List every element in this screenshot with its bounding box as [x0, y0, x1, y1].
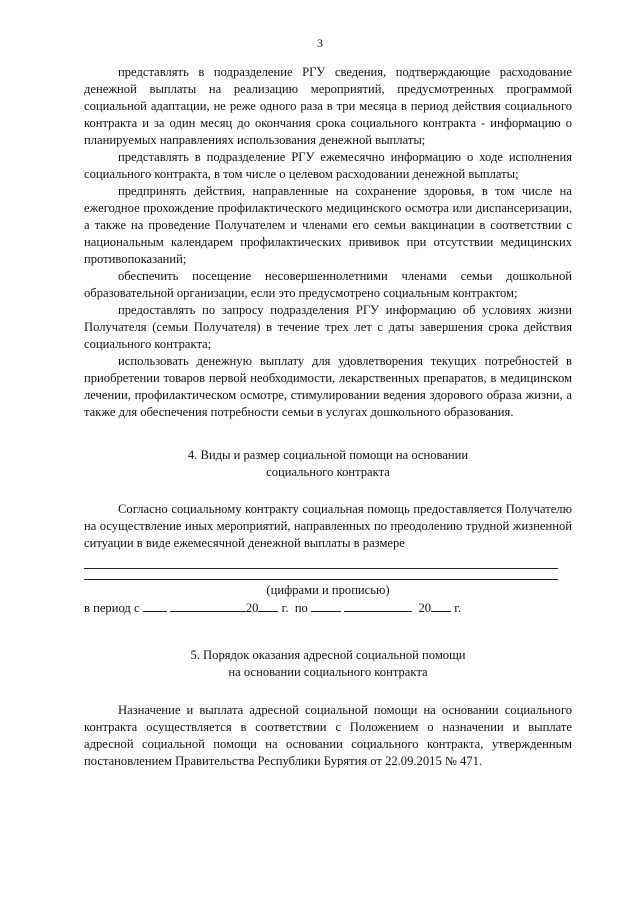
- obligation-paragraph: обеспечить посещение несовершеннолетними членами семьи дошкольной образовательной организации, если это предусмотрено социальным контрактом;: [84, 269, 572, 300]
- obligations-list: [84, 64, 572, 421]
- start-year-suffix: г.: [281, 601, 289, 615]
- start-year-prefix: 20: [245, 601, 259, 615]
- obligation-paragraph: предпринять действия, направленные на сохранение здоровья, в том числе на ежегодное прохождение профилактического медицинского осмотра или диспансеризации, а также на проведение Получателем и членами его семьи вакцинации в соответствии с национальным календарем профилактических прививок при отсутствии медицинских противопоказаний;: [84, 184, 572, 266]
- period-line: [84, 600, 572, 617]
- page-number: 3: [317, 36, 323, 50]
- period-prefix: в период с: [84, 601, 140, 615]
- obligation-paragraph: использовать денежную выплату для удовлетворения текущих потребностей в приобретении товаров первой необходимости, лекарственных препаратов, в медицинском лечении, профилактическом осмотре, стимулировании ведения здорового образа жизни, а также для обеспечения потребности семьи в услугах дошкольного образования.: [84, 354, 572, 419]
- end-month-blank: [344, 600, 392, 612]
- section-4-title-line-1: 4. Виды и размер социальной помощи на основании: [187, 448, 469, 462]
- end-year-blank: [431, 600, 451, 612]
- section-5-text: Назначение и выплата адресной социальной помощи на основании социального контракта осуществляется в соответствии с Положением о назначении и выплате адресной социальной помощи на основании социального контракта, утвержденным постановлением Правительства Республики Бурятия от 22.09.2015 № 471.: [84, 703, 572, 768]
- section-5-heading: [84, 647, 572, 681]
- start-day-blank: [143, 600, 167, 612]
- end-day-blank: [311, 600, 341, 612]
- obligation-paragraph: предоставлять по запросу подразделения РГУ информацию об условиях жизни Получателя (семьи Получателя) в течение трех лет с даты завершения срока действия социального контракта;: [84, 303, 572, 351]
- amount-blank-line-2: [84, 579, 558, 580]
- obligation-paragraph: представлять в подразделение РГУ ежемесячно информацию о ходе исполнения социального контракта, в том числе о целевом расходовании денежной выплаты;: [84, 150, 572, 181]
- section-4-text: Согласно социальному контракту социальная помощь предоставляется Получателю на осуществление иных мероприятий, направленных по преодолению трудной жизненной ситуации в виде ежемесячной денежной выплаты в размере: [84, 502, 572, 550]
- end-month-blank-2: [392, 600, 412, 612]
- section-5-title-line-2: на основании социального контракта: [228, 665, 428, 679]
- obligation-paragraph: представлять в подразделение РГУ сведения, подтверждающие расходование денежной выплаты на реализацию мероприятий, предусмотренных программой социальной адаптации, не реже одного раза в три месяца в период действия социального контракта и за один месяц до окончания срока социального контракта - информацию о планируемых направлениях использования денежной выплаты;: [84, 65, 572, 147]
- section-4-heading: [84, 447, 572, 481]
- section-4-title-line-2: социального контракта: [266, 465, 390, 479]
- end-year-prefix: 20: [418, 601, 432, 615]
- amount-caption: (цифрами и прописью): [266, 583, 390, 597]
- document-body: [84, 64, 572, 770]
- section-5-title-line-1: 5. Порядок оказания адресной социальной помощи: [190, 648, 466, 662]
- period-to: по: [294, 601, 308, 615]
- amount-blank-line-1: [84, 568, 558, 569]
- end-year-suffix: г.: [454, 601, 462, 615]
- start-month-blank: [170, 600, 222, 612]
- start-year-blank: [258, 600, 278, 612]
- start-month-blank-2: [222, 600, 246, 612]
